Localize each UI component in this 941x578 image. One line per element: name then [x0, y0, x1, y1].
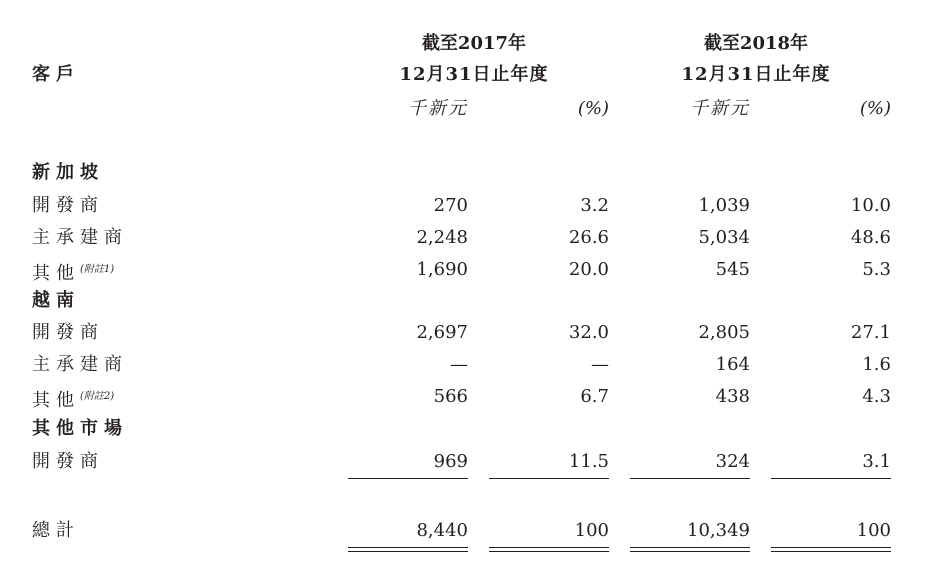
value-2017: 2,697	[416, 322, 468, 343]
footnote-ref: (附註1)	[80, 264, 115, 275]
subtotal-rule	[348, 478, 468, 479]
pct-2018: 5.3	[862, 259, 891, 280]
value-2018: 5,034	[698, 227, 750, 248]
row-label-with-note	[32, 259, 114, 285]
value-2018: 438	[715, 386, 750, 407]
row-label: 主承建商	[32, 227, 128, 248]
value-2018: 545	[715, 259, 750, 280]
subtotal-rule	[630, 478, 750, 479]
total-value-2018: 10,349	[687, 520, 750, 541]
pct-2017: 26.6	[568, 227, 609, 248]
pct-2018: 3.1	[862, 451, 891, 472]
total-double-rule	[348, 547, 468, 548]
period-2018-line2: 12月31日止年度	[681, 64, 831, 85]
footnote-ref: (附註2)	[80, 391, 115, 402]
value-2017: 2,248	[416, 227, 468, 248]
value-2017: 566	[433, 386, 468, 407]
value-2017: —	[450, 354, 468, 375]
pct-2017: 32.0	[568, 322, 609, 343]
row-label: 開發商	[32, 322, 104, 343]
total-double-rule	[771, 551, 891, 552]
pct-2017: 20.0	[568, 259, 609, 280]
total-double-rule	[489, 551, 609, 552]
total-double-rule	[348, 551, 468, 552]
total-pct-2017: 100	[574, 520, 609, 541]
pct-header-2017: (%)	[577, 98, 609, 119]
value-2018: 324	[715, 451, 750, 472]
row-label-with-note	[32, 386, 114, 412]
total-value-2017: 8,440	[416, 520, 468, 541]
row-label: 其他	[32, 263, 80, 284]
value-2017: 1,690	[416, 259, 468, 280]
value-2017: 270	[433, 195, 468, 216]
pct-2018: 1.6	[862, 354, 891, 375]
row-label: 主承建商	[32, 354, 128, 375]
pct-header-2018: (%)	[859, 98, 891, 119]
value-2017: 969	[433, 451, 468, 472]
total-double-rule	[771, 547, 891, 548]
period-2017-line2: 12月31日止年度	[399, 64, 549, 85]
period-2017-line1: 截至2017年	[421, 33, 527, 54]
pct-2018: 10.0	[850, 195, 891, 216]
row-label: 開發商	[32, 451, 104, 472]
unit-2017: 千新元	[408, 98, 468, 119]
total-double-rule	[630, 547, 750, 548]
section-title-other-markets: 其他市場	[32, 418, 128, 439]
pct-2017: 6.7	[580, 386, 609, 407]
subtotal-rule	[771, 478, 891, 479]
pct-2017: 3.2	[580, 195, 609, 216]
subtotal-rule	[489, 478, 609, 479]
row-label: 其他	[32, 390, 80, 411]
customer-header: 客戶	[32, 64, 80, 85]
pct-2017: —	[591, 354, 609, 375]
total-label: 總計	[32, 520, 80, 541]
value-2018: 2,805	[698, 322, 750, 343]
unit-2018: 千新元	[690, 98, 750, 119]
total-double-rule	[489, 547, 609, 548]
period-2018-line1: 截至2018年	[703, 33, 809, 54]
value-2018: 164	[715, 354, 750, 375]
pct-2017: 11.5	[568, 451, 609, 472]
section-title-singapore: 新加坡	[32, 162, 104, 183]
total-double-rule	[630, 551, 750, 552]
pct-2018: 4.3	[862, 386, 891, 407]
pct-2018: 48.6	[850, 227, 891, 248]
total-pct-2018: 100	[856, 520, 891, 541]
section-title-vietnam: 越南	[32, 290, 80, 311]
pct-2018: 27.1	[850, 322, 891, 343]
value-2018: 1,039	[698, 195, 750, 216]
row-label: 開發商	[32, 195, 104, 216]
